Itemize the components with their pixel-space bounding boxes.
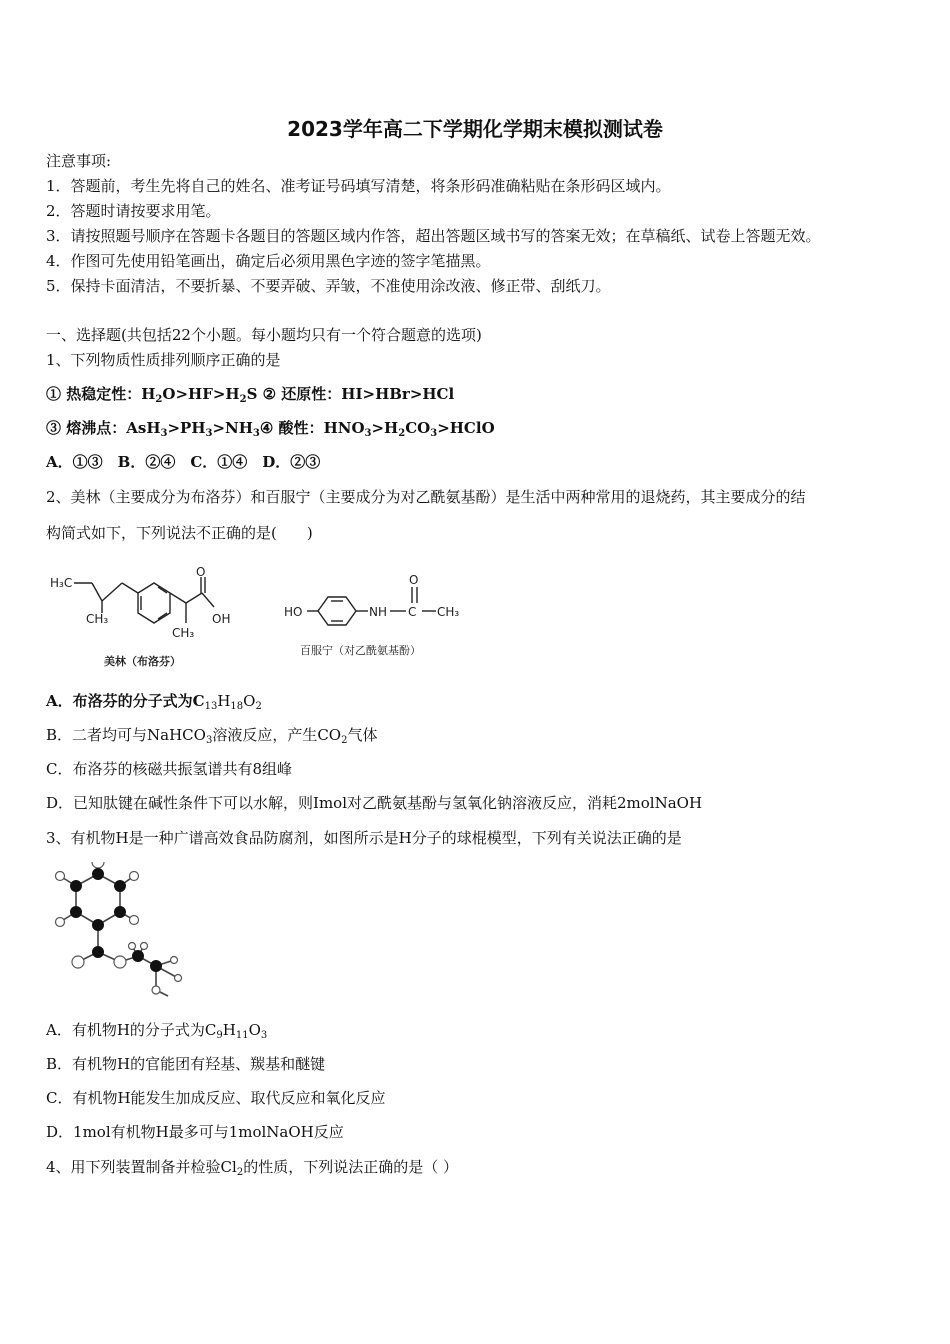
para-ch3: CH₃ bbox=[437, 605, 460, 619]
q2-option-d: D．已知肽键在碱性条件下可以水解，则Imol对乙酰氨基酚与氢氧化钠溶液反应，消耗2molNaOH bbox=[46, 794, 703, 812]
ibuprofen-caption: 美林（布洛芬） bbox=[104, 655, 181, 668]
paracetamol-caption: 百服宁（对乙酰氨基酚） bbox=[300, 644, 421, 657]
q3-option-d: D．1mol有机物H最多可与1molNaOH反应 bbox=[46, 1123, 344, 1141]
q3-option-c: C．有机物H能发生加成反应、取代反应和氧化反应 bbox=[46, 1089, 386, 1107]
notice-item-3: 3．请按照题号顺序在答题卡各题目的答题区域内作答，超出答题区域书写的答案无效；在草稿纸、试卷上答题无效。 bbox=[46, 227, 821, 245]
ibu-carbonyl-o: O bbox=[196, 565, 206, 579]
atoms bbox=[56, 862, 182, 994]
notice-item-4: 4．作图可先使用铅笔画出，确定后必须用黑色字迹的签字笔描黑。 bbox=[46, 252, 491, 270]
q2-stem-line1: 2、美林（主要成分为布洛芬）和百服宁（主要成分为对乙酰氨基酚）是生活中两种常用的退烧药，其主要成分的结 bbox=[46, 488, 806, 506]
notice-item-5: 5．保持卡面清洁，不要折暴、不要弄破、弄皱，不准使用涂改液、修正带、刮纸刀。 bbox=[46, 277, 611, 295]
para-ho: HO bbox=[284, 605, 303, 619]
para-nh: NH bbox=[369, 605, 387, 619]
q3-option-b: B．有机物H的官能团有羟基、羰基和醚键 bbox=[46, 1055, 326, 1073]
notice-heading: 注意事项: bbox=[46, 152, 112, 170]
ibu-oh: OH bbox=[212, 612, 231, 626]
q1-options: A．①③ B．②④ C．①④ D．②③ bbox=[46, 453, 321, 471]
ibu-ch3-bottom: CH₃ bbox=[86, 612, 109, 626]
para-c: C bbox=[408, 605, 417, 619]
para-carbonyl-o: O bbox=[409, 573, 419, 587]
q2-option-b: B．二者均可与NaHCO$_3$溶液反应，产生$CO_2$气体 bbox=[46, 726, 378, 746]
ibu-ch3-top: H₃C bbox=[50, 576, 73, 590]
q2-option-a: A．布洛芬的分子式为$C_{13}H_{18}O_2$ bbox=[46, 692, 262, 712]
notice-item-1: 1．答题前，考生先将自己的姓名、准考证号码填写清楚，将条形码准确粘贴在条形码区域内。 bbox=[46, 177, 671, 195]
q3-ball-stick-model bbox=[46, 862, 186, 1002]
page-title: 2023学年高二下学期化学期末模拟测试卷 bbox=[287, 117, 663, 141]
notice-item-2: 2．答题时请按要求用笔。 bbox=[46, 202, 221, 220]
q1-statements-3-4: ③ 熔沸点：$AsH_3>PH_3>NH_3④$ 酸性：$HNO_3>H_2CO_3>HClO$ bbox=[46, 419, 495, 439]
q2-structures-figure bbox=[46, 565, 476, 677]
section-heading: 一、选择题(共包括22个小题。每小题均只有一个符合题意的选项) bbox=[46, 326, 482, 344]
q4-stem: 4、用下列装置制备并检验$Cl_2$的性质，下列说法正确的是（ ） bbox=[46, 1158, 458, 1178]
ibu-ch3-alpha: CH₃ bbox=[172, 626, 195, 640]
q3-stem: 3、有机物H是一种广谱高效食品防腐剂，如图所示是H分子的球棍模型，下列有关说法正确的是 bbox=[46, 829, 682, 847]
q2-option-c: C．布洛芬的核磁共振氢谱共有8组峰 bbox=[46, 760, 293, 778]
q3-option-a: A．有机物H的分子式为$C_9H_{11}O_3$ bbox=[46, 1021, 268, 1041]
q2-stem-line2: 构简式如下，下列说法不正确的是( ) bbox=[46, 524, 313, 542]
q1-statements-1-2: ① 热稳定性：$H_2O>HF>H_2S$ ② 还原性：HI>HBr>HCl bbox=[46, 385, 455, 405]
q1-stem: 1、下列物质性质排列顺序正确的是 bbox=[46, 351, 281, 369]
